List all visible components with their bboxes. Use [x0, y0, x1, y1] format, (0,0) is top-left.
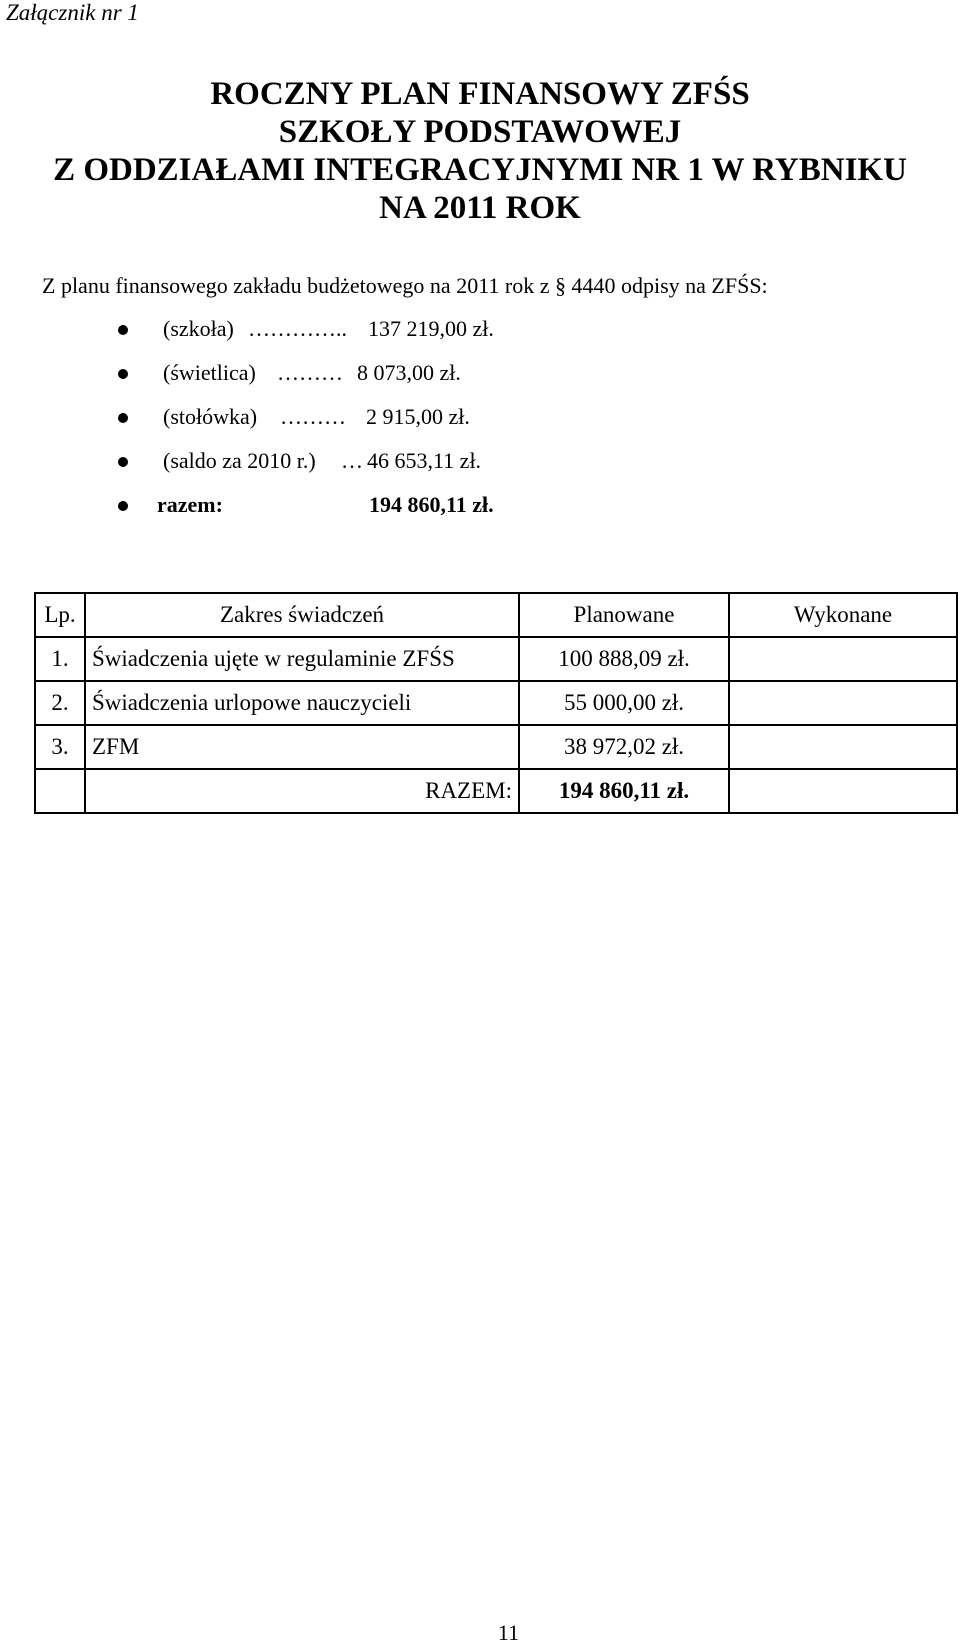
list-item [0, 404, 960, 434]
list-item [0, 316, 960, 346]
cell-wykonane [729, 637, 957, 681]
table-row [35, 681, 957, 725]
table-row [35, 725, 957, 769]
cell-wykonane-total [729, 769, 957, 813]
cell-zakres: Świadczenia ujęte w regulaminie ZFŚS [85, 637, 519, 681]
list-item [0, 448, 960, 478]
list-item [0, 360, 960, 390]
item-value: 137 219,00 zł. [368, 316, 494, 341]
cell-lp: 3. [35, 725, 85, 769]
title-line-1: ROCZNY PLAN FINANSOWY ZFŚS [210, 76, 750, 112]
bullet-icon [118, 501, 128, 511]
page-number: 11 [497, 1620, 520, 1645]
title-line-2: SZKOŁY PODSTAWOWEJ [278, 114, 682, 150]
cell-wykonane [729, 681, 957, 725]
header-wykonane: Wykonane [729, 593, 957, 637]
intro-text: Z planu finansowego zakładu budżetowego na 2011 rok z § 4440 odpisy na ZFŚS: [42, 273, 768, 298]
bullet-icon [118, 413, 128, 423]
item-leader: ……… [277, 360, 343, 385]
table-total-row [35, 769, 957, 813]
cell-zakres: Świadczenia urlopowe nauczycieli [85, 681, 519, 725]
table-header-row [35, 593, 957, 637]
header-zakres: Zakres świadczeń [85, 593, 519, 637]
title-line-4: NA 2011 ROK [379, 190, 581, 226]
item-leader: ……… [280, 404, 346, 429]
cell-lp-empty [35, 769, 85, 813]
item-label: (saldo za 2010 r.) [163, 448, 316, 473]
item-leader: ………….. [248, 316, 347, 341]
cell-zakres: ZFM [85, 725, 519, 769]
header-lp: Lp. [35, 593, 85, 637]
header-planowane: Planowane [519, 593, 729, 637]
total-label: RAZEM: [85, 769, 519, 813]
plan-table [34, 592, 958, 814]
item-label: razem: [157, 492, 223, 517]
item-value: 2 915,00 zł. [366, 404, 470, 429]
table-row [35, 637, 957, 681]
title-line-3: Z ODDZIAŁAMI INTEGRACYJNYMI NR 1 W RYBNIKU [53, 152, 907, 188]
cell-lp: 2. [35, 681, 85, 725]
bullet-icon [118, 369, 128, 379]
cell-wykonane [729, 725, 957, 769]
cell-planowane: 38 972,02 zł. [519, 725, 729, 769]
item-value: 8 073,00 zł. [357, 360, 461, 385]
item-label: (świetlica) [163, 360, 256, 385]
item-value: 194 860,11 zł. [369, 492, 494, 517]
document-title [0, 75, 960, 227]
cell-planowane: 100 888,09 zł. [519, 637, 729, 681]
item-label: (szkoła) [163, 316, 234, 341]
cell-planowane: 55 000,00 zł. [519, 681, 729, 725]
bullet-icon [118, 325, 128, 335]
annex-label: Załącznik nr 1 [6, 0, 139, 25]
list-item-total [0, 492, 960, 522]
item-leader: … [341, 448, 363, 473]
cell-lp: 1. [35, 637, 85, 681]
item-label: (stołówka) [163, 404, 258, 429]
bullet-icon [118, 457, 128, 467]
total-value: 194 860,11 zł. [519, 769, 729, 813]
item-value: 46 653,11 zł. [367, 448, 482, 473]
